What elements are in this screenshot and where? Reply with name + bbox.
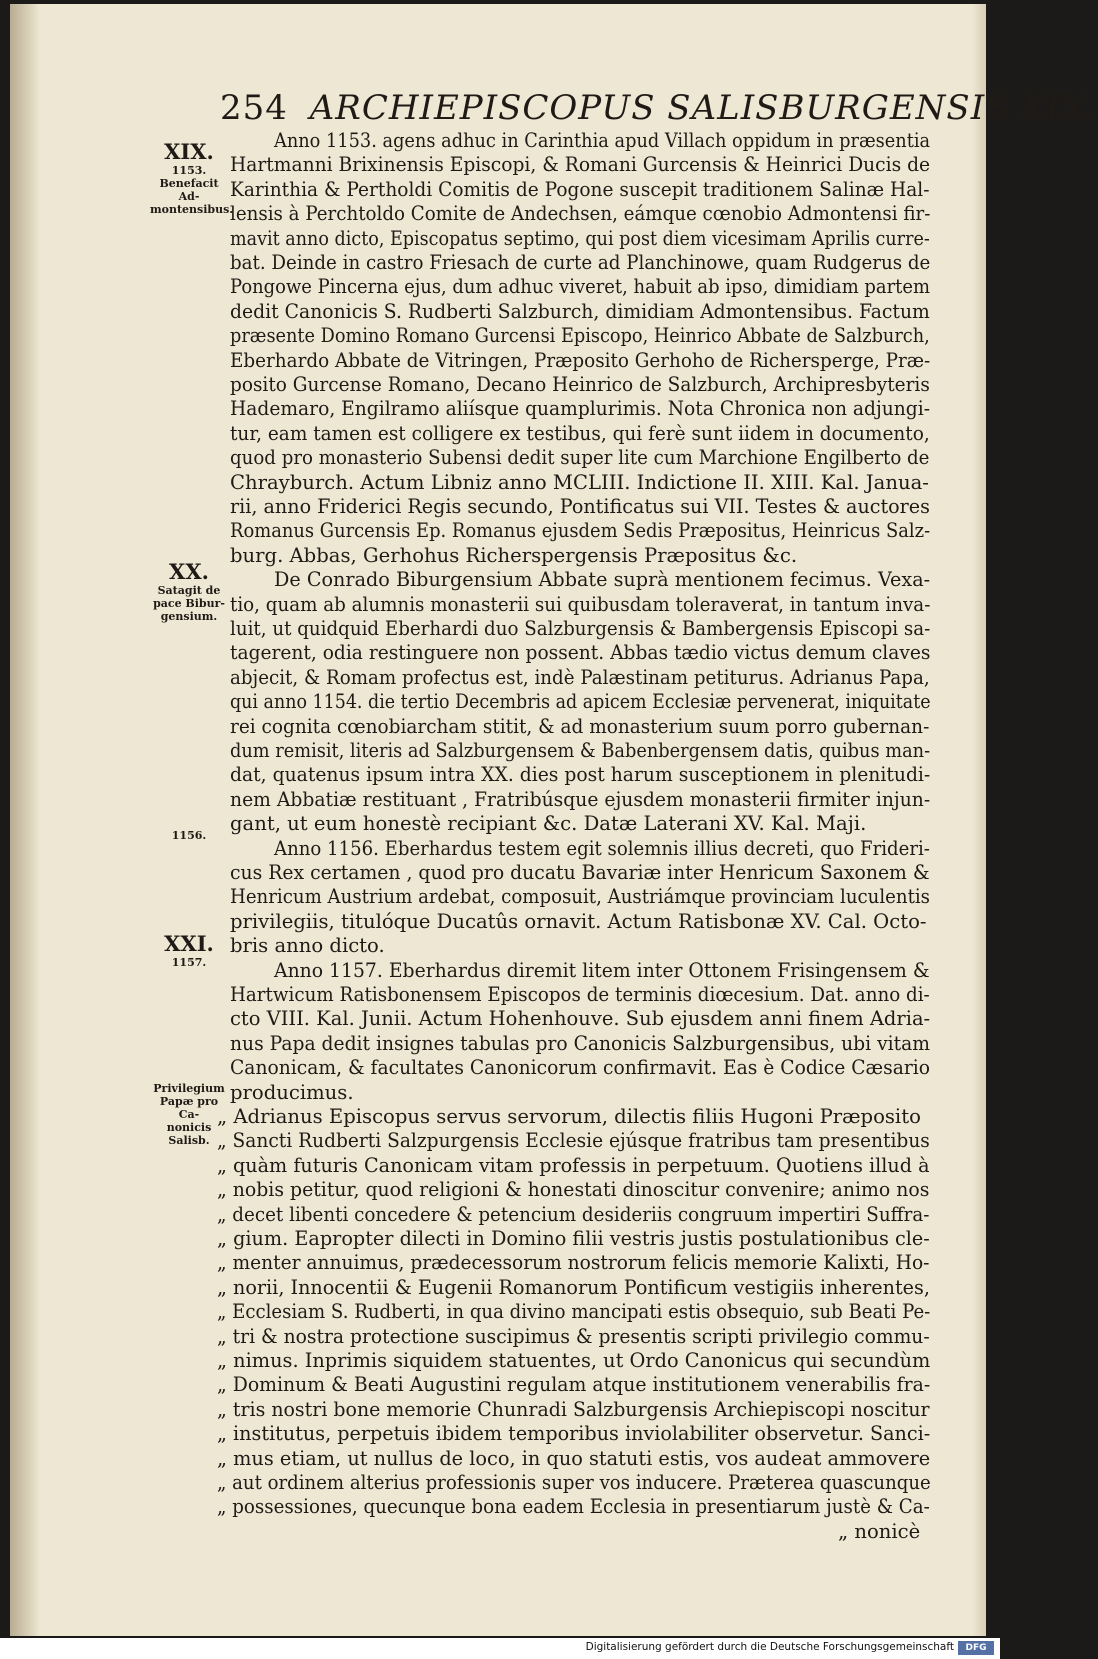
section-number: XX.	[169, 559, 209, 584]
book-spine-shadow	[10, 4, 40, 1636]
text-line: „ Adrianus Episcopus servus servorum, dilectis filiis Hugoni Præposito	[217, 1105, 921, 1128]
text-line: quod pro monasterio Subensi dedit super lite cum Marchione Engilberto de	[230, 446, 930, 470]
text-line: rei cognita cœnobiarcham stitit, & ad monasterium suum porro gubernan-	[230, 714, 930, 738]
text-line: „ gium. Eapropter dilecti in Domino filii vestris justis postulationibus cle-	[217, 1227, 930, 1250]
text-line: dedit Canonicis S. Rudberti Salzburch, dimidiam Admontensibus. Factum	[230, 299, 930, 323]
margin-line: pace Bibur-	[153, 597, 225, 610]
margin-line: gensium.	[160, 610, 218, 623]
running-title: ARCHIEPISCOPUS SALISBURGENSIS XIX.	[309, 88, 1098, 128]
text-line: „ tri & nostra protectione suscipimus & presentis scripti privilegio commu-	[217, 1324, 930, 1348]
margin-line: nonicis Salisb.	[166, 1121, 212, 1147]
footer-bar	[0, 1638, 1000, 1659]
text-line: „ Ecclesiam S. Rudberti, in qua divino mancipati estis obsequio, sub Beati Pe-	[217, 1300, 931, 1324]
margin-note	[150, 932, 228, 969]
text-line: lensis à Perchtoldo Comite de Andechsen, eámque cœnobio Admontensi fir-	[230, 202, 931, 226]
margin-note	[150, 139, 234, 216]
margin-line: 1156.	[171, 829, 207, 842]
text-line: nus Papa dedit insignes tabulas pro Canonicis Salzburgensibus, ubi vitam	[230, 1031, 930, 1055]
dfg-logo: DFG	[958, 1641, 994, 1655]
text-line: tagerent, odia restinguere non possent. Abbas tædio victus demum claves	[230, 641, 931, 665]
text-line: producimus.	[230, 1080, 354, 1104]
margin-line: 1157.	[171, 956, 207, 969]
text-line: Chrayburch. Actum Libniz anno MCLIII. Indictione II. XIII. Kal. Janua-	[230, 470, 929, 494]
text-line: Anno 1153. agens adhuc in Carinthia apud Villach oppidum in præsentia	[274, 129, 931, 152]
text-line: De Conrado Biburgensium Abbate suprà mentionem fecimus. Vexa-	[274, 568, 931, 592]
text-line: tio, quam ab alumnis monasterii sui quibusdam toleraverat, in tantum inva-	[230, 592, 931, 616]
text-line: Hartmanni Brixinensis Episcopi, & Romani Gurcensis & Heinrici Ducis de	[230, 153, 931, 177]
text-line: bris anno dicto.	[230, 934, 385, 958]
section-number: XXI.	[164, 931, 214, 956]
text-line: abjecit, & Romam profectus est, indè Palæstinam petiturus. Adrianus Papa,	[230, 665, 930, 689]
margin-note	[150, 560, 228, 623]
funding-credit: Digitalisierung gefördert durch die Deutsche Forschungsgemeinschaft	[585, 1641, 954, 1653]
margin-line: 1153.	[171, 164, 207, 177]
text-line: dum remisit, literis ad Salzburgensem & Babenbergensem datis, quibus man-	[230, 739, 931, 762]
text-line: „ possessiones, quecunque bona eadem Ecclesia in presentiarum justè & Ca-	[217, 1495, 930, 1519]
text-line: Pongowe Pincerna ejus, dum adhuc viveret, habuit ab ipso, dimidiam partem	[230, 275, 930, 299]
text-line: „ Sancti Rudberti Salzpurgensis Ecclesie ejúsque fratribus tam presentibus	[217, 1129, 930, 1153]
text-line: Romanus Gurcensis Ep. Romanus ejusdem Sedis Præpositus, Heinricus Salz-	[230, 519, 931, 543]
text-line: Karinthia & Pertholdi Comitis de Pogone suscepit traditionem Salinæ Hal-	[230, 177, 930, 201]
text-line: „ menter annuimus, prædecessorum nostrorum felicis memorie Kalixti, Ho-	[217, 1251, 930, 1275]
text-line: Hademaro, Engilramo aliísque quamplurimis. Nota Chronica non adjungi-	[230, 397, 931, 421]
margin-note	[150, 829, 228, 842]
text-line: „ Dominum & Beati Augustini regulam atque institutionem venerabilis fra-	[217, 1373, 931, 1397]
text-line: „ institutus, perpetuis ibidem temporibus inviolabiliter observetur. Sanci-	[217, 1422, 931, 1446]
section-number: XIX.	[164, 139, 214, 164]
margin-line: Privilegium	[153, 1082, 225, 1095]
text-line: Anno 1156. Eberhardus testem egit solemnis illius decreti, quo Frideri-	[274, 836, 930, 860]
text-line: luit, ut quidquid Eberhardi duo Salzburgensis & Bambergensis Episcopi sa-	[230, 617, 931, 640]
text-line: posito Gurcense Romano, Decano Heinrico de Salzburch, Archipresbyteris	[230, 373, 930, 396]
text-line: „ decet libenti concedere & petencium desideriis congruum impertiri Suffra-	[217, 1202, 930, 1226]
text-line: „ norii, Innocentii & Eugenii Romanorum Pontificum vestigiis inherentes,	[217, 1275, 930, 1299]
text-line: nem Abbatiæ restituant , Fratribúsque ejusdem monasterii firmiter injun-	[230, 787, 931, 811]
text-line: „ tris nostri bone memorie Chunradi Salzburgensis Archiepiscopi noscitur	[217, 1397, 930, 1421]
text-line: præsente Domino Romano Gurcensi Episcopo, Heinrico Abbate de Salzburch,	[230, 324, 930, 348]
margin-line: montensibus.	[150, 203, 234, 216]
text-line: qui anno 1154. die tertio Decembris ad apicem Ecclesiæ pervenerat, iniquitate	[230, 690, 931, 714]
text-line: Henricum Austrium ardebat, composuit, Austriámque provinciam luculentis	[230, 885, 930, 909]
text-line: „ aut ordinem alterius professionis super vos inducere. Præterea quascunque	[217, 1471, 931, 1494]
text-line: „ nonicè	[838, 1519, 921, 1543]
text-line: tur, eam tamen est colligere ex testibus, qui ferè sunt iidem in documento,	[230, 421, 930, 445]
text-line: gant, ut eum honestè recipiant &c. Datæ Laterani XV. Kal. Maji.	[230, 812, 867, 836]
text-line: mavit anno dicto, Episcopatus septimo, qui post diem vicesimam Aprilis curre-	[230, 226, 930, 250]
margin-line: Satagit de	[157, 584, 221, 597]
text-line: „ quàm futuris Canonicam vitam professis in perpetuum. Quotiens illud à	[217, 1153, 930, 1177]
running-header	[220, 88, 1098, 128]
text-line: burg. Abbas, Gerhohus Richerspergensis Præpositus &c.	[230, 543, 798, 567]
text-line: rii, anno Friderici Regis secundo, Pontificatus sui VII. Testes & auctores	[230, 495, 930, 518]
text-line: cto VIII. Kal. Junii. Actum Hohenhouve. Sub ejusdem anni finem Adria-	[230, 1007, 931, 1031]
book-page	[10, 4, 1098, 1636]
text-line: Eberhardo Abbate de Vitringen, Præposito Gerhoho de Richersperge, Præ-	[230, 348, 931, 372]
text-line: privilegiis, titulóque Ducatûs ornavit. Actum Ratisbonæ XV. Cal. Octo-	[230, 909, 927, 933]
text-line: „ mus etiam, ut nullus de loco, in quo statuti estis, vos audeat ammovere	[217, 1446, 931, 1470]
text-line: dat, quatenus ipsum intra XX. dies post harum susceptionem in plenitudi-	[230, 763, 931, 787]
margin-line: Benefacit Ad-	[159, 177, 219, 203]
text-line: Canonicam, & facultates Canonicorum confirmavit. Eas è Codice Cæsario	[230, 1056, 931, 1080]
text-line: „ nimus. Inprimis siquidem statuentes, ut Ordo Canonicus qui secundùm	[217, 1349, 931, 1372]
text-line: „ nobis petitur, quod religioni & honestati dinoscitur convenire; animo nos	[217, 1178, 930, 1202]
page-edge	[972, 4, 986, 1636]
text-line: bat. Deinde in castro Friesach de curte ad Planchinowe, quam Rudgerus de	[230, 251, 931, 274]
text-line: cus Rex certamen , quod pro ducatu Bavariæ inter Henricum Saxonem &	[230, 861, 930, 884]
text-line: Anno 1157. Eberhardus diremit litem inter Ottonem Frisingensem &	[274, 958, 930, 982]
text-line: Hartwicum Ratisbonensem Episcopos de terminis diœcesium. Dat. anno di-	[230, 983, 930, 1006]
page-number: 254	[220, 88, 288, 128]
margin-line: Papæ pro Ca-	[159, 1095, 219, 1121]
